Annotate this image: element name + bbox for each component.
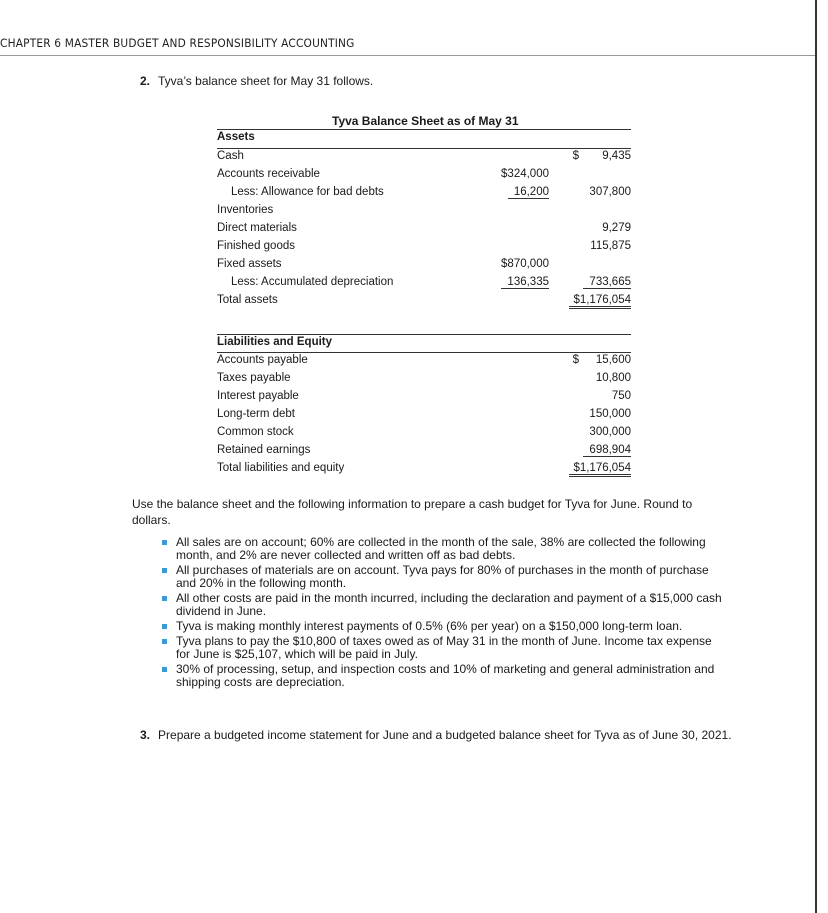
row-value: $ 15,600 bbox=[572, 354, 631, 366]
row-subvalue: 136,335 bbox=[501, 276, 549, 289]
row-value: 150,000 bbox=[589, 408, 631, 420]
liabilities-heading-row bbox=[217, 336, 631, 353]
table-row bbox=[217, 444, 631, 461]
table-row bbox=[217, 462, 631, 479]
item-3 bbox=[140, 728, 732, 742]
row-label: Accounts receivable bbox=[217, 168, 320, 180]
liabilities-heading-rule bbox=[217, 352, 631, 353]
item-3-text: Prepare a budgeted income statement for June and a budgeted balance sheet for Tyva as of June 30, 2021. bbox=[158, 728, 732, 742]
table-row bbox=[217, 258, 631, 275]
list-item: All sales are on account; 60% are collected in the month of the sale, 38% are collected the following month, and 2% are never collected and written off as bad debts. bbox=[162, 536, 722, 562]
bullet-square-icon bbox=[162, 540, 167, 545]
row-value: $ 9,435 bbox=[572, 150, 631, 162]
assets-heading: Assets bbox=[217, 131, 255, 143]
assets-heading-row bbox=[217, 131, 631, 148]
row-label: Retained earnings bbox=[217, 444, 311, 456]
row-subvalue: $324,000 bbox=[501, 168, 549, 180]
assumptions-list bbox=[162, 536, 722, 691]
table-row bbox=[217, 294, 631, 311]
table-row bbox=[217, 222, 631, 239]
item-2-number: 2. bbox=[140, 74, 151, 88]
liabilities-heading: Liabilities and Equity bbox=[217, 336, 333, 348]
assets-heading-rule bbox=[217, 148, 631, 149]
row-subvalue: $870,000 bbox=[501, 258, 549, 270]
row-value: 115,875 bbox=[590, 240, 631, 252]
row-value: 307,800 bbox=[589, 186, 631, 198]
row-value: 300,000 bbox=[589, 426, 631, 438]
list-item: All other costs are paid in the month incurred, including the declaration and payment of a $15,000 cash dividend in June. bbox=[162, 592, 722, 618]
row-label: Fixed assets bbox=[217, 258, 282, 270]
row-value: 9,279 bbox=[602, 222, 631, 234]
row-label: Taxes payable bbox=[217, 372, 291, 384]
table-row bbox=[217, 372, 631, 389]
item-2-text: Tyva’s balance sheet for May 31 follows. bbox=[158, 74, 374, 88]
table-row bbox=[217, 408, 631, 425]
item-3-number: 3. bbox=[140, 728, 151, 742]
table-row bbox=[217, 186, 631, 203]
row-label: Long-term debt bbox=[217, 408, 295, 420]
liabilities-top-rule bbox=[217, 334, 631, 335]
row-label: Total assets bbox=[217, 294, 278, 306]
bullet-square-icon bbox=[162, 568, 167, 573]
chapter-header: CHAPTER 6 MASTER BUDGET AND RESPONSIBILITY ACCOUNTING bbox=[0, 36, 355, 50]
row-label: Finished goods bbox=[217, 240, 295, 252]
row-label: Inventories bbox=[217, 204, 274, 216]
row-subvalue: 16,200 bbox=[508, 186, 549, 199]
instructions-paragraph: Use the balance sheet and the following information to prepare a cash budget for Tyva for June. Round to dollars. bbox=[132, 497, 693, 527]
balance-sheet-title: Tyva Balance Sheet as of May 31 bbox=[332, 114, 519, 128]
row-label: Less: Accumulated depreciation bbox=[231, 276, 394, 288]
table-row bbox=[217, 204, 631, 221]
list-item: 30% of processing, setup, and inspection costs and 10% of marketing and general administration and shipping costs are depreciation. bbox=[162, 663, 722, 689]
table-row bbox=[217, 426, 631, 443]
row-label: Total liabilities and equity bbox=[217, 462, 345, 474]
title-rule bbox=[217, 129, 631, 130]
row-value: 733,665 bbox=[583, 276, 631, 289]
row-label: Direct materials bbox=[217, 222, 297, 234]
row-value: 750 bbox=[611, 390, 631, 402]
row-label: Common stock bbox=[217, 426, 294, 438]
page-edge-rule bbox=[815, 0, 817, 913]
header-divider bbox=[0, 55, 815, 56]
row-value: 698,904 bbox=[583, 444, 631, 457]
bullet-square-icon bbox=[162, 667, 167, 672]
table-row bbox=[217, 276, 631, 293]
row-total: $1,176,054 bbox=[569, 294, 631, 309]
row-label: Accounts payable bbox=[217, 354, 308, 366]
row-label: Cash bbox=[217, 150, 244, 162]
row-label: Less: Allowance for bad debts bbox=[231, 186, 384, 198]
list-item: Tyva plans to pay the $10,800 of taxes owed as of May 31 in the month of June. Income tax expense for June is $25,107, which will be paid in July. bbox=[162, 635, 722, 661]
table-row bbox=[217, 390, 631, 407]
table-row bbox=[217, 168, 631, 185]
bullet-square-icon bbox=[162, 624, 167, 629]
list-item: Tyva is making monthly interest payments of 0.5% (6% per year) on a $150,000 long-term loan. bbox=[162, 620, 722, 633]
table-row bbox=[217, 150, 631, 167]
bullet-square-icon bbox=[162, 596, 167, 601]
row-total: $1,176,054 bbox=[569, 462, 631, 477]
table-row bbox=[217, 354, 631, 371]
row-value: 10,800 bbox=[595, 372, 631, 384]
item-2 bbox=[140, 74, 373, 88]
table-row bbox=[217, 240, 631, 257]
row-label: Interest payable bbox=[217, 390, 299, 402]
bullet-square-icon bbox=[162, 639, 167, 644]
list-item: All purchases of materials are on account. Tyva pays for 80% of purchases in the month of purchase and 20% in the following month. bbox=[162, 564, 722, 590]
